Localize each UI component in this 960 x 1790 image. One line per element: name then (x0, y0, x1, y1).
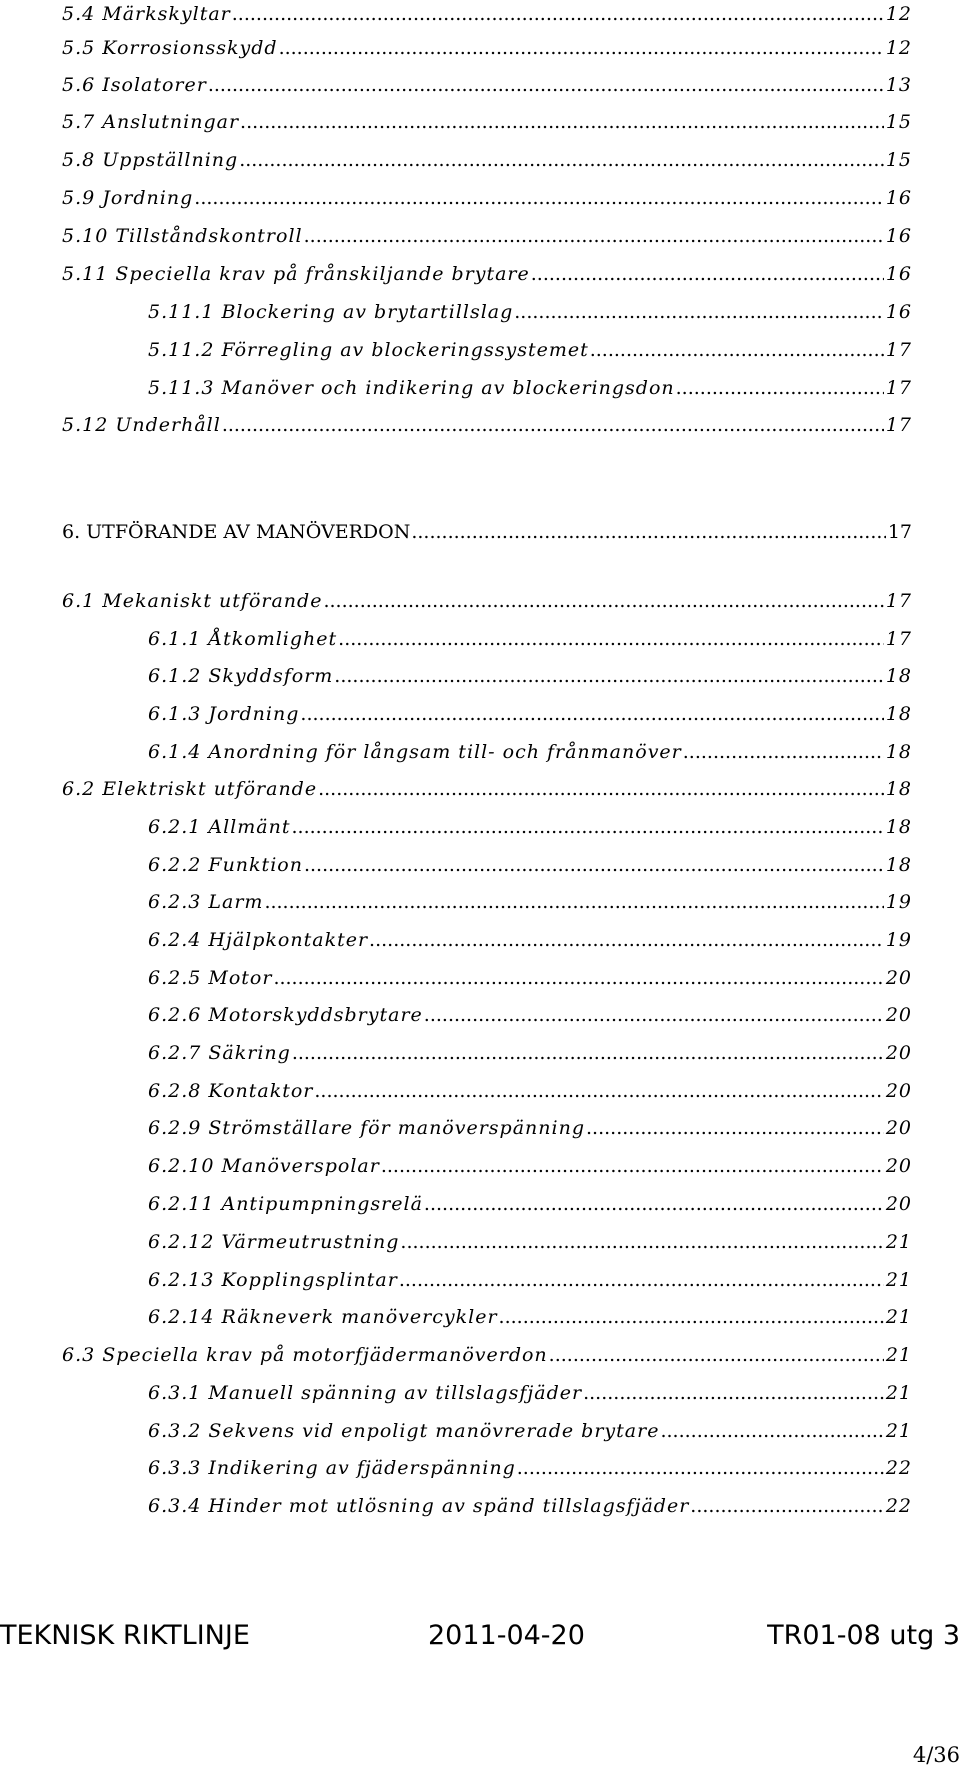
toc-dot-leader (264, 888, 883, 916)
toc-entry-page: 20 (885, 1004, 912, 1026)
toc-entry-page: 20 (885, 1117, 912, 1139)
toc-entry-page: 18 (885, 816, 912, 838)
toc-dot-leader (583, 1379, 884, 1407)
toc-entry (148, 1492, 912, 1520)
toc-dot-leader (232, 0, 884, 28)
toc-dot-leader (208, 71, 884, 99)
toc-entry-title: 6.2.11 Antipumpningsrelä (148, 1193, 423, 1215)
toc-entry-page: 18 (885, 778, 912, 800)
toc-dot-leader (690, 1492, 884, 1520)
toc-entry (148, 1152, 912, 1180)
toc-entry-title: 6.2.3 Larm (148, 891, 264, 913)
toc-dot-leader (369, 926, 884, 954)
toc-entry-title: 5.11.2 Förregling av blockeringssystemet (148, 339, 589, 361)
toc-entry-page: 16 (885, 263, 912, 285)
footer-document-id: TR01-08 utg 3 (767, 1620, 960, 1651)
footer-date: 2011-04-20 (428, 1620, 585, 1651)
toc-entry (148, 374, 912, 402)
toc-entry-title: 6.3.2 Sekvens vid enpoligt manövrerade brytare (148, 1420, 660, 1442)
toc-dot-leader (549, 1341, 884, 1369)
toc-entry-page: 21 (885, 1382, 912, 1404)
toc-entry-page: 15 (885, 149, 912, 171)
toc-entry (62, 34, 912, 62)
toc-entry-title: 6.1.2 Skyddsform (148, 665, 334, 687)
toc-entry-title: 5.9 Jordning (62, 187, 194, 209)
toc-entry-title: 6.1 Mekaniskt utförande (62, 590, 323, 612)
toc-entry-page: 21 (885, 1269, 912, 1291)
toc-entry (148, 851, 912, 879)
toc-entry (148, 662, 912, 690)
toc-entry-title: 5.11.3 Manöver och indikering av blockeringsdon (148, 377, 675, 399)
toc-entry (148, 298, 912, 326)
toc-entry-page: 18 (885, 665, 912, 687)
toc-entry-page: 19 (885, 929, 912, 951)
toc-entry-title: 6.2.4 Hjälpkontakter (148, 929, 369, 951)
toc-entry (148, 1039, 912, 1067)
toc-dot-leader (400, 1228, 883, 1256)
toc-dot-leader (314, 1077, 883, 1105)
toc-dot-leader (300, 700, 883, 728)
toc-entry-title: 6.2.10 Manöverspolar (148, 1155, 380, 1177)
toc-entry (148, 700, 912, 728)
toc-dot-leader (660, 1417, 883, 1445)
toc-entry-title: 6.3.3 Indikering av fjäderspänning (148, 1457, 516, 1479)
toc-entry-title: 6.2.13 Kopplingsplintar (148, 1269, 398, 1291)
toc-entry (148, 738, 912, 766)
toc-entry-title: 6.2.2 Funktion (148, 854, 303, 876)
toc-entry (148, 1379, 912, 1407)
toc-dot-leader (222, 411, 884, 439)
toc-entry-page: 21 (885, 1344, 912, 1366)
toc-entry-page: 17 (885, 377, 912, 399)
toc-entry-title: 5.12 Underhåll (62, 414, 221, 436)
toc-dot-leader (291, 813, 883, 841)
toc-dot-leader (590, 336, 884, 364)
toc-entry-title: 6.2 Elektriskt utförande (62, 778, 318, 800)
toc-dot-leader (240, 108, 884, 136)
toc-dot-leader (514, 298, 884, 326)
toc-dot-leader (279, 34, 884, 62)
toc-entry (148, 336, 912, 364)
toc-chapter-entry (62, 518, 912, 546)
toc-entry (62, 260, 912, 288)
toc-entry (62, 222, 912, 250)
toc-entry (62, 775, 912, 803)
toc-entry (148, 1417, 912, 1445)
toc-entry (62, 108, 912, 136)
toc-entry (62, 146, 912, 174)
toc-entry-title: 5.4 Märkskyltar (62, 3, 231, 25)
toc-dot-leader (194, 184, 884, 212)
footer-document-type: TEKNISK RIKTLINJE (0, 1620, 250, 1651)
toc-entry (148, 1303, 912, 1331)
toc-entry-title: 6.2.6 Motorskyddsbrytare (148, 1004, 423, 1026)
toc-entry-title: 6.2.9 Strömställare för manöverspänning (148, 1117, 585, 1139)
toc-dot-leader (381, 1152, 884, 1180)
toc-entry (148, 1454, 912, 1482)
page-footer (0, 1614, 960, 1658)
toc-entry-page: 20 (885, 1155, 912, 1177)
toc-entry-page: 16 (885, 301, 912, 323)
toc-entry-page: 22 (885, 1495, 912, 1517)
toc-entry-title: 5.7 Anslutningar (62, 111, 240, 133)
toc-entry-title: 5.5 Korrosionsskydd (62, 37, 278, 59)
toc-entry-page: 16 (885, 187, 912, 209)
toc-entry (148, 625, 912, 653)
page-number: 4/36 (912, 1743, 960, 1767)
toc-entry (148, 888, 912, 916)
toc-dot-leader (499, 1303, 884, 1331)
toc-dot-leader (323, 587, 883, 615)
toc-entry-title: 6.3.1 Manuell spänning av tillslagsfjäder (148, 1382, 583, 1404)
toc-dot-leader (683, 738, 884, 766)
toc-dot-leader (531, 260, 884, 288)
toc-entry (62, 411, 912, 439)
toc-entry (148, 1077, 912, 1105)
toc-entry-title: 6.2.14 Räkneverk manövercykler (148, 1306, 498, 1328)
toc-dot-leader (318, 775, 884, 803)
toc-dot-leader (517, 1454, 884, 1482)
toc-dot-leader (334, 662, 884, 690)
toc-entry-page: 12 (885, 37, 912, 59)
toc-entry-title: 6.2.8 Kontaktor (148, 1080, 314, 1102)
toc-dot-leader (239, 146, 884, 174)
toc-entry-page: 17 (885, 414, 912, 436)
toc-entry (148, 1190, 912, 1218)
toc-entry-title: 6.2.5 Motor (148, 967, 273, 989)
toc-dot-leader (304, 222, 884, 250)
toc-entry-page: 12 (885, 3, 912, 25)
toc-entry (148, 926, 912, 954)
toc-entry-page: 21 (885, 1231, 912, 1253)
toc-entry-title: 6. UTFÖRANDE AV MANÖVERDON (62, 521, 411, 543)
toc-entry-page: 17 (885, 628, 912, 650)
toc-dot-leader (424, 1190, 884, 1218)
toc-dot-leader (338, 625, 884, 653)
toc-entry-page: 17 (885, 339, 912, 361)
toc-entry-title: 6.3.4 Hinder mot utlösning av spänd tillslagsfjäder (148, 1495, 690, 1517)
toc-entry-page: 18 (885, 703, 912, 725)
toc-entry (148, 1228, 912, 1256)
toc-entry-title: 6.1.3 Jordning (148, 703, 300, 725)
toc-entry (62, 587, 912, 615)
toc-entry-page: 21 (885, 1420, 912, 1442)
toc-entry-page: 17 (887, 521, 912, 543)
toc-entry-page: 16 (885, 225, 912, 247)
toc-entry-title: 6.1.4 Anordning för långsam till- och frånmanöver (148, 741, 682, 763)
toc-entry-page: 17 (885, 590, 912, 612)
toc-entry (148, 813, 912, 841)
toc-dot-leader (586, 1114, 884, 1142)
toc-entry (148, 1114, 912, 1142)
toc-dot-leader (304, 851, 884, 879)
toc-entry-title: 6.2.12 Värmeutrustning (148, 1231, 400, 1253)
toc-dot-leader (273, 964, 883, 992)
toc-entry (62, 71, 912, 99)
toc-entry-page: 13 (885, 74, 912, 96)
toc-entry-title: 6.2.1 Allmänt (148, 816, 291, 838)
toc-dot-leader (411, 518, 885, 546)
toc-entry-title: 5.10 Tillståndskontroll (62, 225, 303, 247)
toc-entry-page: 18 (885, 854, 912, 876)
toc-entry-page: 20 (885, 1042, 912, 1064)
toc-entry-page: 20 (885, 1193, 912, 1215)
toc-entry-page: 20 (885, 1080, 912, 1102)
toc-entry (62, 184, 912, 212)
toc-entry-page: 18 (885, 741, 912, 763)
toc-entry-title: 5.11.1 Blockering av brytartillslag (148, 301, 514, 323)
toc-entry (62, 0, 912, 28)
toc-entry-page: 19 (885, 891, 912, 913)
toc-entry-title: 6.2.7 Säkring (148, 1042, 291, 1064)
toc-entry-page: 20 (885, 967, 912, 989)
toc-entry-page: 15 (885, 111, 912, 133)
toc-dot-leader (399, 1266, 884, 1294)
toc-entry-title: 5.11 Speciella krav på frånskiljande brytare (62, 263, 530, 285)
toc-entry (148, 1266, 912, 1294)
toc-entry (62, 1341, 912, 1369)
toc-dot-leader (424, 1001, 884, 1029)
toc-entry (148, 1001, 912, 1029)
toc-entry (148, 964, 912, 992)
toc-entry-title: 6.3 Speciella krav på motorfjädermanöverdon (62, 1344, 548, 1366)
toc-entry-page: 21 (885, 1306, 912, 1328)
toc-entry-title: 5.6 Isolatorer (62, 74, 207, 96)
toc-entry-page: 22 (885, 1457, 912, 1479)
toc-dot-leader (676, 374, 884, 402)
toc-dot-leader (292, 1039, 884, 1067)
toc-entry-title: 6.1.1 Åtkomlighet (148, 628, 338, 650)
toc-entry-title: 5.8 Uppställning (62, 149, 239, 171)
